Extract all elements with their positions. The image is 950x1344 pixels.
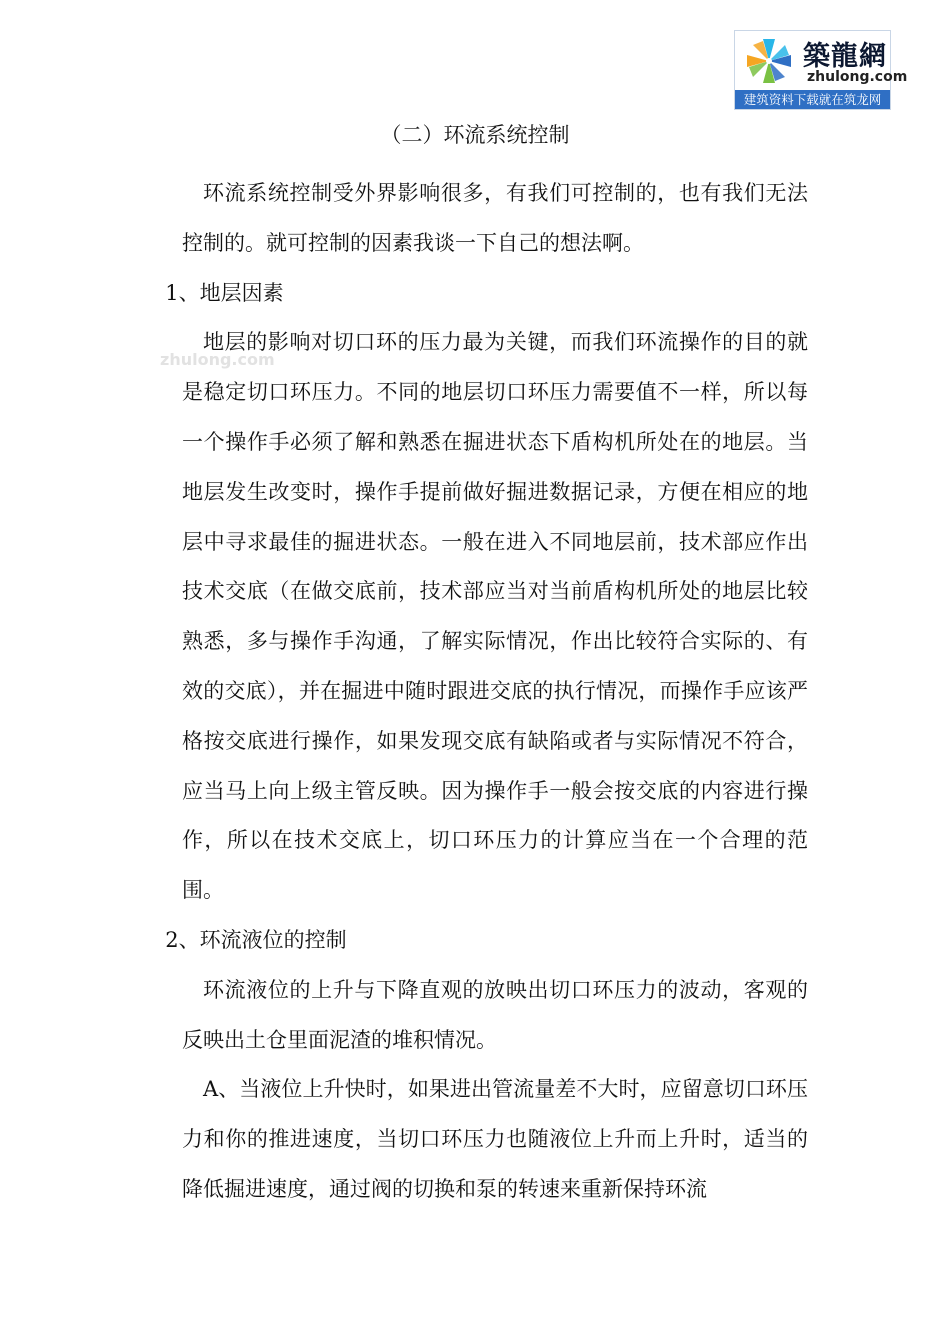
- section-title: （二）环流系统控制: [380, 123, 570, 147]
- zhulong-logo: [734, 30, 908, 110]
- subsection-heading: 1、地层因素: [165, 280, 284, 305]
- logo-name: 築龍網: [803, 41, 887, 72]
- logo-domain: zhulong.com: [807, 69, 908, 85]
- logo-slogan: 建筑资料下载就在筑龙网: [735, 90, 890, 109]
- zhulong-pinwheel-icon: [738, 35, 800, 87]
- body-paragraph: 环流系统控制受外界影响很多，有我们可控制的，也有我们无法控制的。就可控制的因素我谈一下自己的想法啊。: [182, 181, 808, 255]
- document-body: [165, 169, 808, 1215]
- body-paragraph: 地层的影响对切口环的压力最为关键，而我们环流操作的目的就是稳定切口环压力。不同的地层切口环压力需要值不一样，所以每一个操作手必须了解和熟悉在掘进状态下盾构机所处在的地层。当地层发生改变时，操作手提前做好掘进数据记录，方便在相应的地层中寻求最佳的掘进状态。一般在进入不同地层前，技术部应作出技术交底（在做交底前，技术部应当对当前盾构机所处的地层比较熟悉，多与操作手沟通，了解实际情况，作出比较符合实际的、有效的交底），并在掘进中随时跟进交底的执行情况，而操作手应该严格按交底进行操作，如果发现交底有缺陷或者与实际情况不符合，应当马上向上级主管反映。因为操作手一般会按交底的内容进行操作，所以在技术交底上，切口环压力的计算应当在一个合理的范围。: [182, 330, 808, 903]
- watermark: zhulong.com: [160, 350, 275, 369]
- body-paragraph: 环流液位的上升与下降直观的放映出切口环压力的波动，客观的反映出土仓里面泥渣的堆积情况。: [182, 977, 808, 1052]
- body-paragraph: A、当液位上升快时，如果进出管流量差不大时，应留意切口环压力和你的推进速度，当切口环压力也随液位上升而上升时，适当的降低掘进速度，通过阀的切换和泵的转速来重新保持环流: [182, 1077, 808, 1201]
- subsection-heading: 2、环流液位的控制: [165, 927, 347, 952]
